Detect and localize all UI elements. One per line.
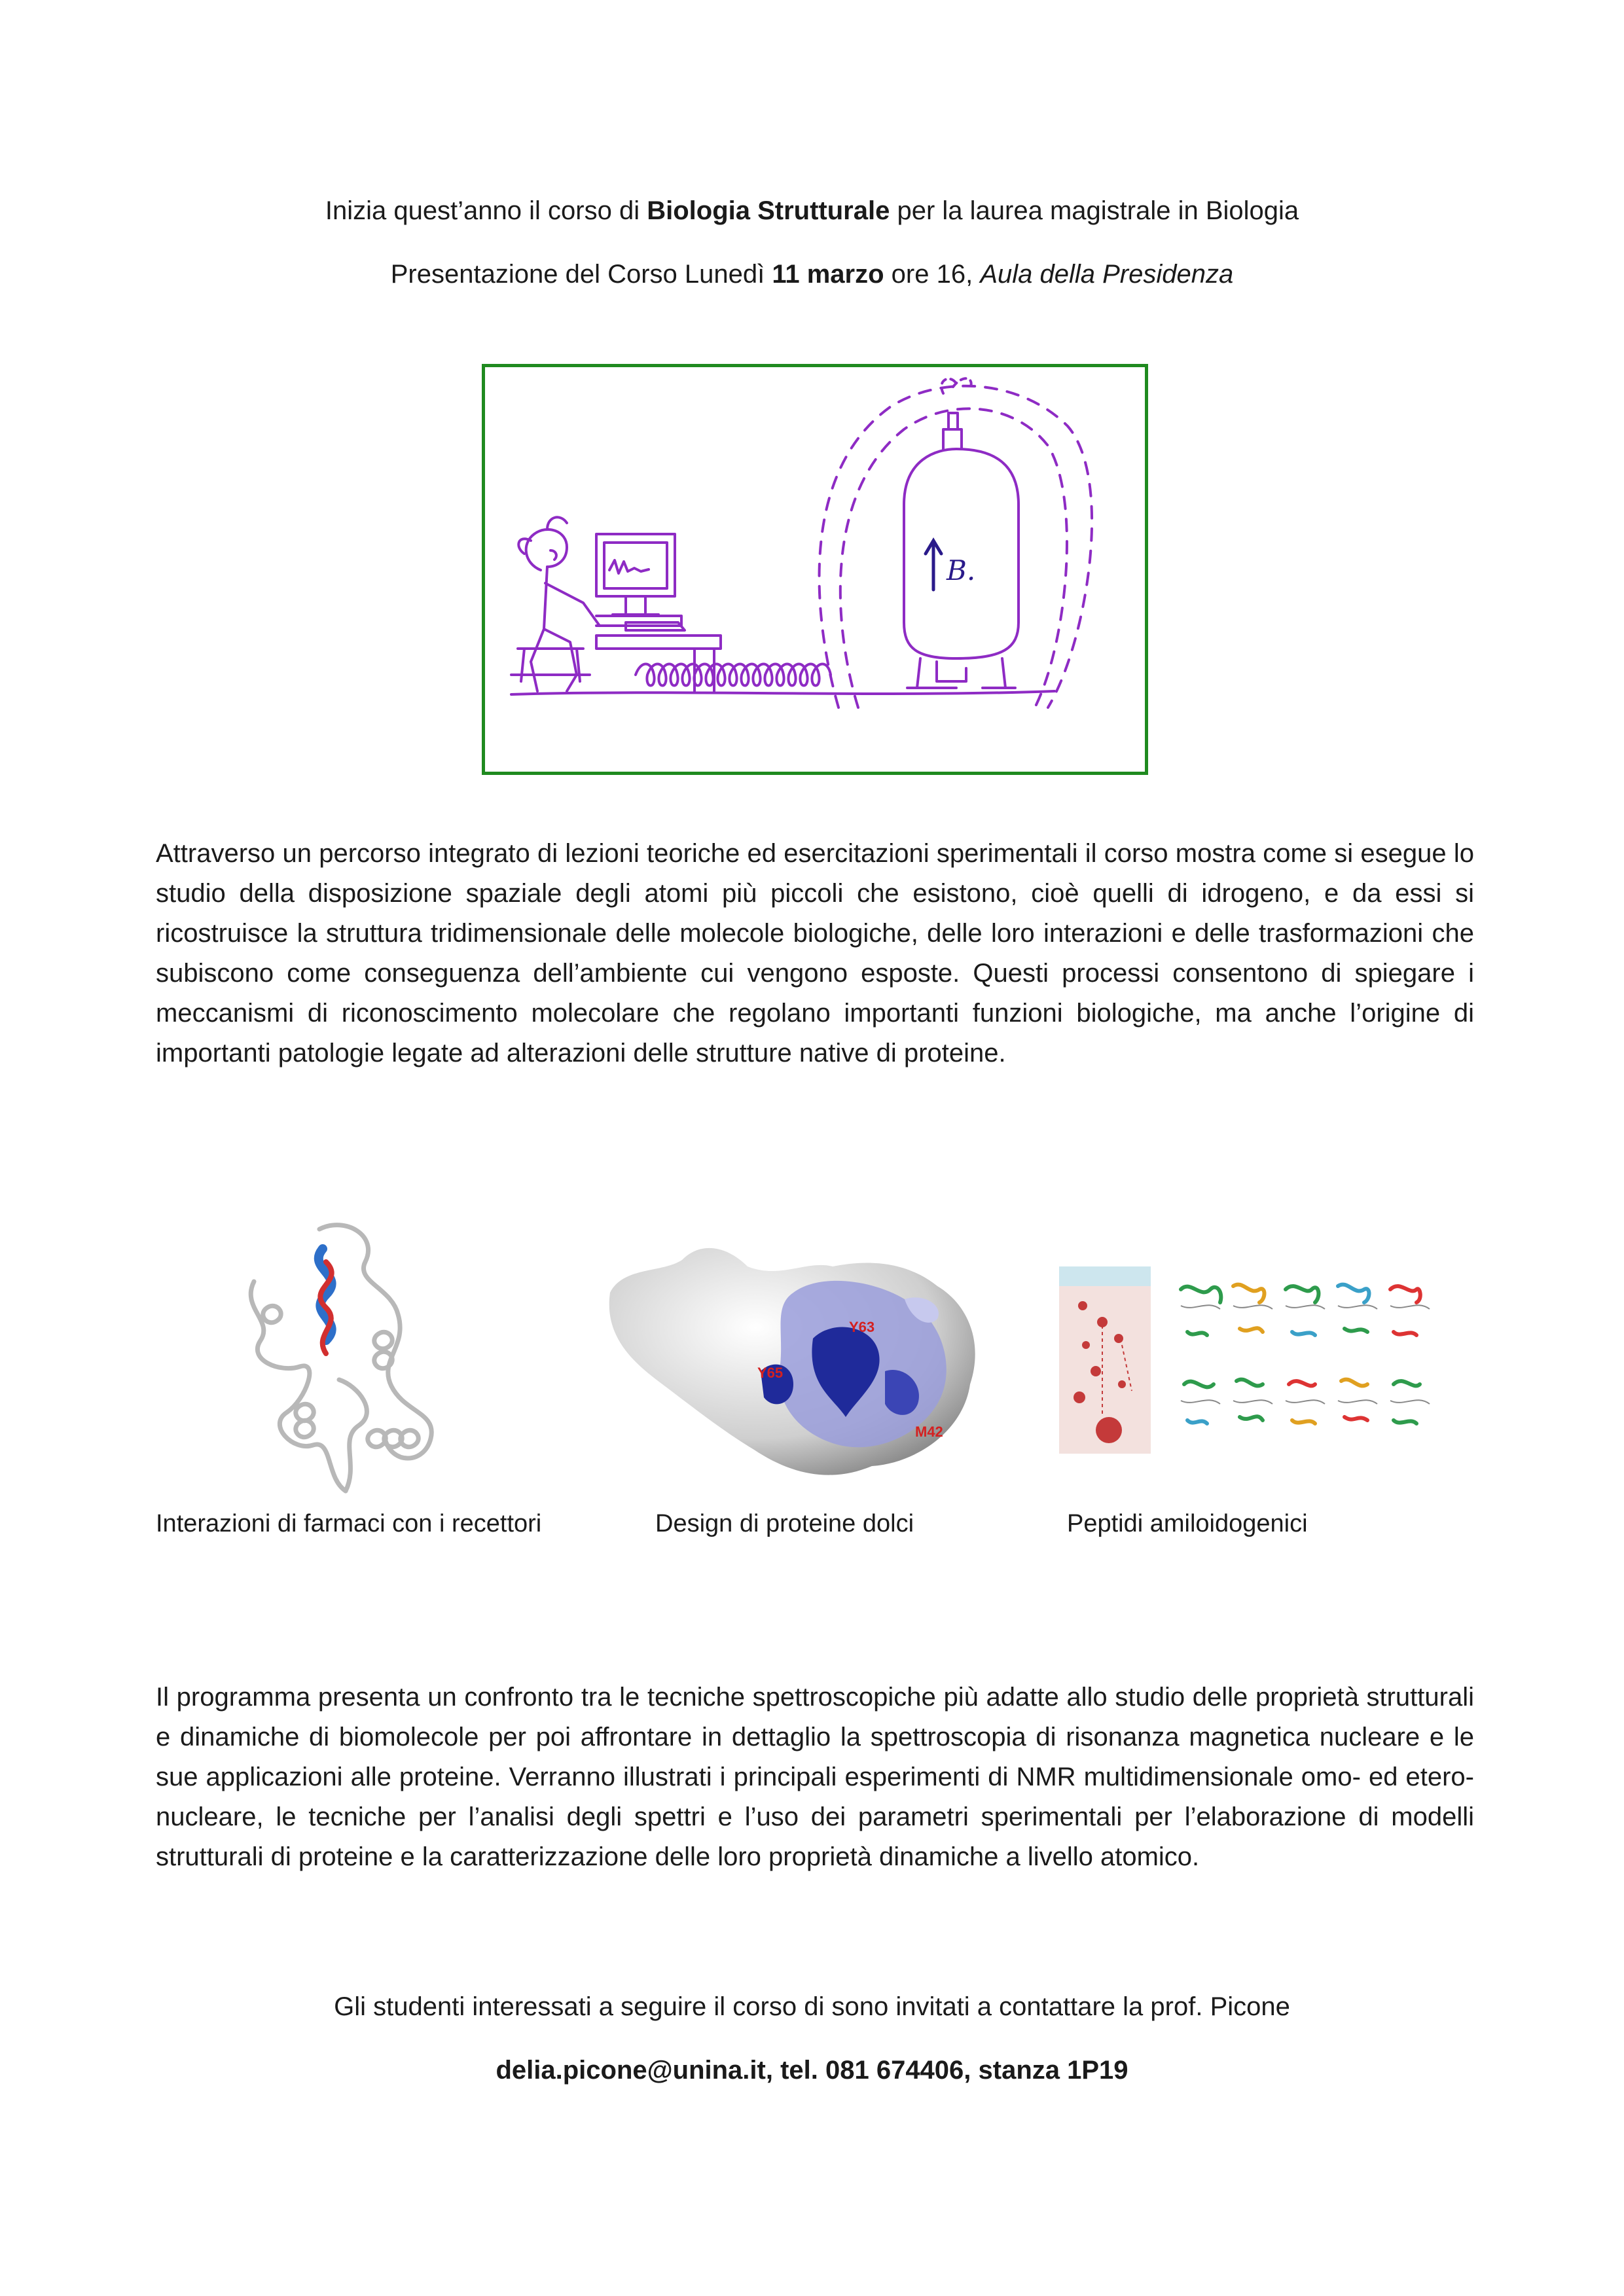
presentation-line [0,257,1624,291]
protein-helix-icon [228,1216,457,1504]
contact-line: delia.picone@unina.it, tel. 081 674406, stanza 1P19 [496,2056,1128,2085]
field-label: B. [947,554,976,586]
course-name: Biologia Strutturale [647,196,890,225]
announcement-line [0,194,1624,228]
residue-label-y65: Y65 [757,1365,784,1381]
nmr-cartoon-figure [482,364,1148,775]
protein-surface-icon [597,1240,990,1489]
amyloid-panel-image [1056,1260,1436,1456]
intro-paragraph: Attraverso un percorso integrato di lezioni teoriche ed esercitazioni sperimentali il corso mostra come si esegue lo studio della disposizione spaziale degli atomi più piccoli che esistono, cioè quelli di idrogeno, e da essi si ricostruisce la struttura tridimensionale delle molecole biologiche, delle loro interazioni e delle trasformazioni che subiscono come conseguenza dell’ambiente cui vengono esposte. Questi processi consentono di spiegare i meccanismi di riconoscimento molecolare che regolano importanti funzioni biologiche, ma anche l’origine di importanti patologie legate ad alterazioni delle strutture native di proteine. [156,839,1474,1067]
protein-helix-image [228,1216,457,1504]
residue-label-y63: Y63 [849,1319,875,1335]
caption-sweet-proteins: Design di proteine dolci [655,1510,914,1537]
residue-label-m42: M42 [915,1424,943,1440]
presentation-time: ore 16, [884,260,981,289]
program-paragraph: Il programma presenta un confronto tra le tecniche spettroscopiche più adatte allo studio delle proprietà strutturali e dinamiche di biomolecole per poi affrontare in dettaglio la spettroscopia di risonanza magnetica nucleare e le sue applicazioni alle proteine. Verranno illustrati i principali esperimenti di NMR multidimensionale omo- ed etero-nucleare, le tecniche per l’analisi degli spettri e l’uso dei parametri sperimentali per l’elaborazione di modelli strutturali di proteine e la caratterizzazione delle loro proprietà dinamiche a livello atomico. [156,1683,1474,1871]
presentation-room: Aula della Presidenza [980,260,1234,289]
presentation-date: 11 marzo [772,260,884,289]
caption-drug-receptor: Interazioni di farmaci con i recettori [156,1510,542,1537]
nmr-cartoon-drawing [485,367,1145,772]
amyloid-panel-icon [1056,1260,1436,1456]
protein-surface-image [597,1240,990,1489]
presentation-text: Presentazione del Corso Lunedì [390,260,772,289]
announcement-text-end: per la laurea magistrale in Biologia [890,196,1299,225]
invite-line: Gli studenti interessati a seguire il corso di sono invitati a contattare la prof. Picone [334,1992,1290,2021]
announcement-text: Inizia quest’anno il corso di [325,196,647,225]
caption-amyloid-peptides: Peptidi amiloidogenici [1067,1510,1308,1537]
